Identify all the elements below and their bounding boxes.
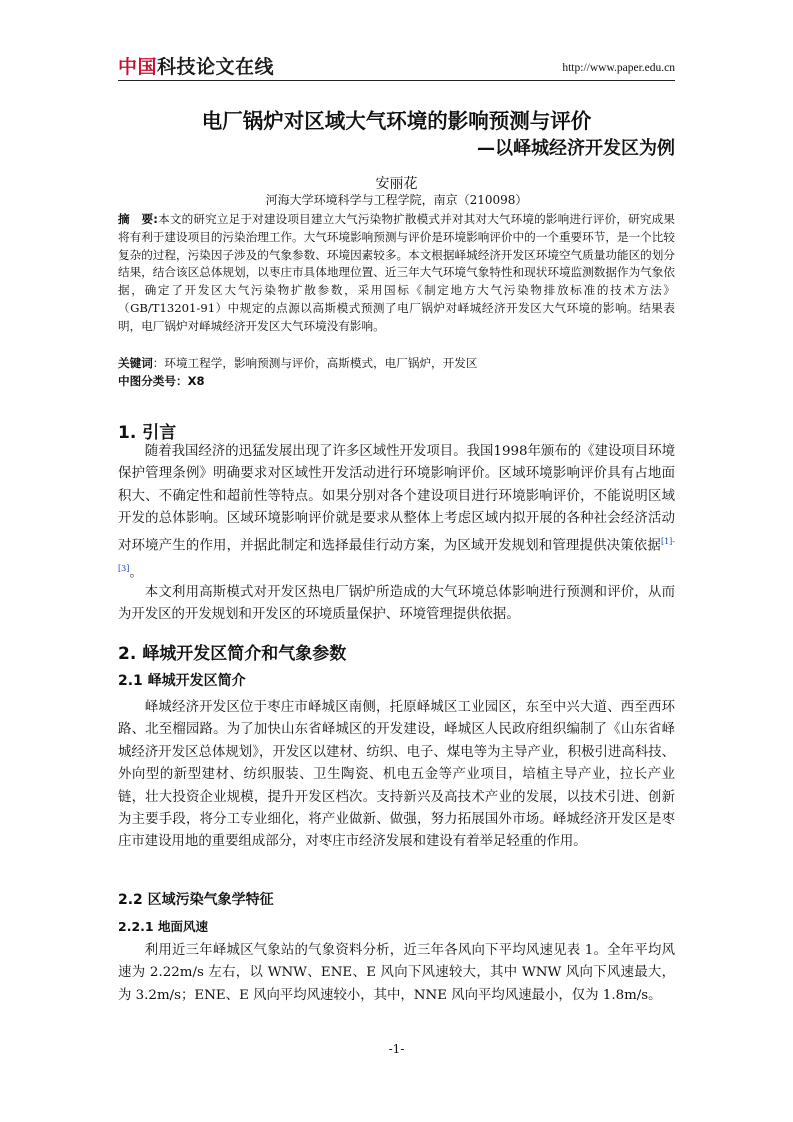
classification-label: 中图分类号： (118, 374, 188, 388)
section-1-paragraph-2: 本文利用高斯模式对开发区热电厂锅炉所造成的大气环境总体影响进行预测和评价，从而为开发区的开发规划和开发区的环境质量保护、环境管理提供依据。 (118, 585, 675, 623)
page-number: -1- (388, 1042, 405, 1056)
section-2-2-1-heading: 2.2.1 地面风速 (118, 919, 208, 934)
classification-text: X8 (187, 374, 205, 388)
affiliation: 河海大学环境科学与工程学院，南京（210098） (265, 193, 528, 207)
keywords-text: ：环境工程学，影响预测与评价，高斯模式，电厂锅炉，开发区 (152, 356, 478, 370)
section-1-paragraph-1-text: 随着我国经济的迅猛发展出现了许多区域性开发项目。我国1998年颁布的《建设项目环境保护管理条例》明确要求对区域性开发活动进行环境影响评价。区域环境影响评价具有占地面积大、不确定性和超前性等特点。如果分别对各个建设项目进行环境影响评价，不能说明区域开发的总体影响。区域环境影响评价就是要求从整体上考虑区域内拟开展的各种社会经济活动对环境产生的作用，并据此制定和选择最佳行动方案，为区域开发规划和管理提供决策依据 (118, 444, 675, 554)
logo-part-2: 科技论文在线 (157, 56, 275, 78)
abstract (118, 211, 675, 336)
keywords-label: 关键词 (118, 356, 153, 370)
keywords (118, 355, 675, 372)
classification (118, 373, 675, 390)
paper-subtitle: —以峄城经济开发区为例 (477, 138, 675, 159)
abstract-text: 本文的研究立足于对建设项目建立大气污染物扩散模式并对其对大气环境的影响进行评价，研究成果将有利于建设项目的污染治理工作。大气环境影响预测与评价是环境影响评价中的一个重要环节，是一个比较复杂的过程，污染因子涉及的气象参数、环境因素较多。本文根据峄城经济开发区环境空气质量功能区的划分结果，结合该区总体规划，以枣庄市具体地理位置、近三年大气环境气象特性和现状环境监测数据作为气象依据，确定了开发区大气污染物扩散参数，采用国标《制定地方大气污染物排放标准的技术方法》（GB/T13201-91）中规定的点源以高斯模式预测了电厂锅炉对峄城经济开发区大气环境的影响。结果表明，电厂锅炉对峄城经济开发区大气环境没有影响。 (118, 212, 675, 333)
section-1-paragraph-1 (118, 441, 675, 584)
page-header (118, 50, 675, 81)
header-url[interactable]: http://www.paper.edu.cn (562, 62, 675, 74)
section-1-heading: 1. 引言 (118, 423, 177, 443)
section-2-2-heading: 2.2 区域污染气象学特征 (118, 892, 274, 908)
section-2-1-paragraph: 峄城经济开发区位于枣庄市峄城区南侧，托原峄城区工业园区，东至中兴大道、西至西环路、北至榴园路。为了加快山东省峄城区的开发建设，峄城区人民政府组织编制了《山东省峄城经济开发区总体规划》，开发区以建材、纺织、电子、煤电等为主导产业，积极引进高科技、外向型的新型建材、纺织服装、卫生陶瓷、机电五金等产业项目，培植主导产业，拉长产业链，壮大投资企业规模，提升开发区档次。支持新兴及高技术产业的发展，以技术引进、创新为主要手段，将分工专业细化，将产业做新、做强，努力拓展国外市场。峄城经济开发区是枣庄市建设用地的重要组成部分，对枣庄市经济发展和建设有着举足轻重的作用。 (118, 700, 675, 850)
site-logo[interactable] (118, 52, 274, 79)
author: 安丽花 (375, 176, 418, 192)
paper-title: 电厂锅炉对区域大气环境的影响预测与评价 (201, 109, 592, 133)
section-2-heading: 2. 峄城开发区简介和气象参数 (118, 644, 347, 664)
abstract-label: 摘 要: (118, 212, 158, 226)
citation-link[interactable]: [1]-[3] (118, 536, 675, 573)
section-1-paragraph-1-end: 。 (129, 564, 143, 580)
logo-part-1: 中国 (118, 56, 158, 78)
section-2-2-1-paragraph: 利用近三年峄城区气象站的气象资料分析，近三年各风向下平均风速见表 1。全年平均风速为 2.22m/s 左右，以 WNW、ENE、E 风向下风速较大，其中 WNW 风向下风速最大，为 3.2m/s；ENE、E 风向平均风速较小，其中，NNE 风向平均风速最小，仅为 1.8m/s。 (118, 943, 675, 1003)
section-2-1-heading: 2.1 峄城开发区简介 (118, 673, 246, 689)
